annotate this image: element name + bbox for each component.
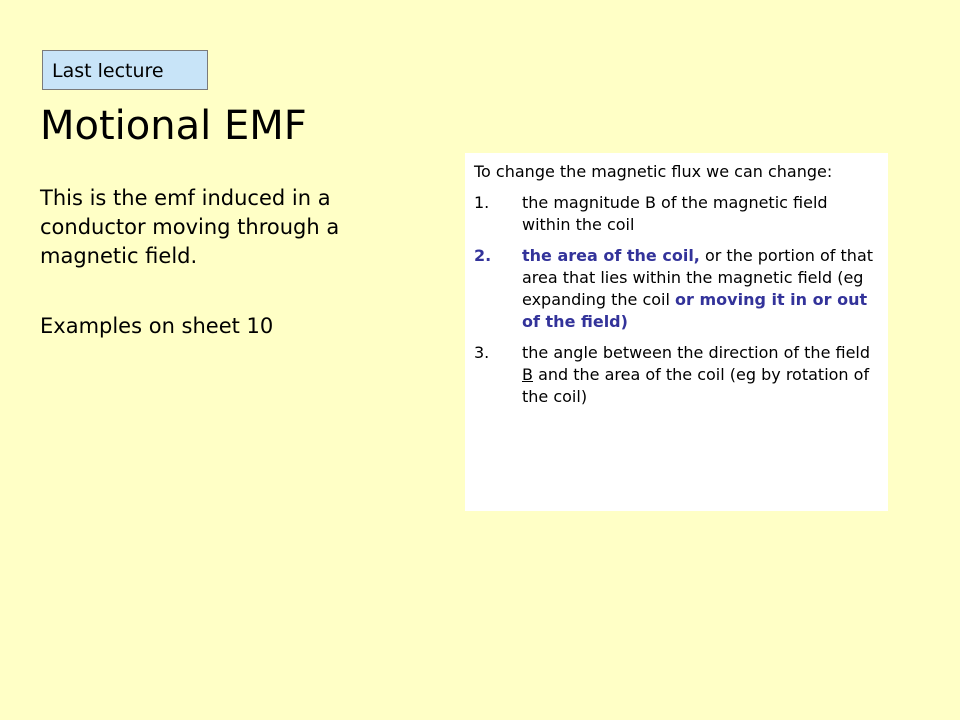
list-item-text: or the portion of that area that lies within the magnetic field (eg expanding the coil — [522, 246, 874, 309]
list-item-text: the magnitude B of the magnetic field within the coil — [522, 193, 828, 234]
list-item-highlight: the area of the coil, — [522, 246, 700, 265]
list-item-number: 3. — [474, 343, 490, 362]
list-item — [474, 245, 878, 333]
panel-intro: To change the magnetic flux we can change: — [474, 162, 833, 181]
list-item-number: 2. — [474, 246, 492, 265]
flux-change-list — [474, 192, 878, 408]
flux-change-panel — [465, 153, 888, 511]
list-item — [474, 192, 878, 236]
examples-note: Examples on sheet 10 — [40, 314, 274, 338]
list-item-highlight: or moving it in or out of the field) — [522, 290, 868, 331]
last-lecture-tag: Last lecture — [42, 50, 208, 90]
field-vector-symbol: B — [522, 365, 533, 384]
slide-title: Motional EMF — [40, 103, 307, 149]
slide-description: This is the emf induced in a conductor moving through a magnetic field. — [40, 186, 340, 268]
list-item-number: 1. — [474, 193, 490, 212]
list-item — [474, 342, 878, 408]
list-item-text: the angle between the direction of the field — [522, 343, 871, 362]
list-item-text: and the area of the coil (eg by rotation of the coil) — [522, 365, 870, 406]
